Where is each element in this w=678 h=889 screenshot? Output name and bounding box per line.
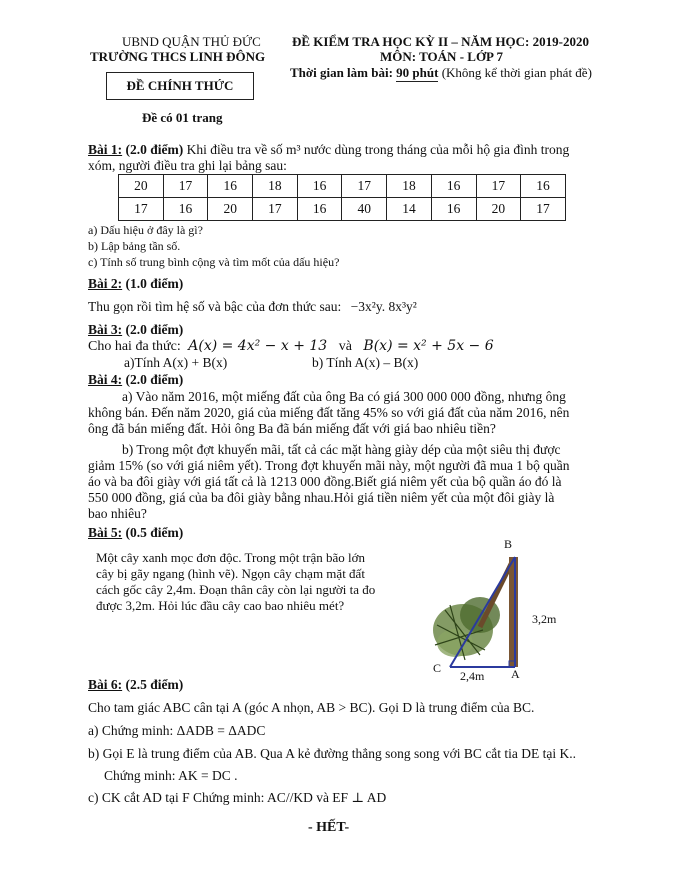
table-cell: 16 (431, 175, 476, 198)
polynomial-b: B(x) = x² + 5x − 6 (363, 338, 494, 354)
bai5-text-line: được 3,2m. Hỏi lúc đầu cây cao bao nhiêu mét? (96, 598, 345, 613)
broken-tree-figure (425, 535, 595, 685)
bai3-and: và (338, 339, 352, 354)
page-count: Đề có 01 trang (142, 110, 223, 125)
table-cell: 17 (163, 175, 208, 198)
table-cell: 20 (208, 198, 253, 221)
time-value: 90 phút (396, 65, 439, 80)
table-row (119, 198, 566, 221)
bai1-text1: Khi điều tra về số m³ nước dùng trong tháng của mỗi hộ gia đình trong (186, 142, 570, 157)
bai5-text-line: cây bị gãy ngang (hình vẽ). Ngọn cây chạm mặt đất (96, 566, 365, 581)
exam-title: ĐỀ KIỂM TRA HỌC KỲ II – NĂM HỌC: 2019-2020 (292, 34, 589, 49)
bai6-question-b1: b) Gọi E là trung điểm của AB. Qua A kẻ đường thẳng song song với BC cắt tia DE tại K.. (88, 746, 577, 761)
bai2-title: Bài 2: (88, 276, 123, 291)
bai1-points: (2.0 điểm) (125, 142, 184, 157)
table-cell: 18 (253, 175, 298, 198)
bai6-question-b2: Chứng minh: AK = DC . (104, 768, 238, 783)
bai5-problem (96, 550, 416, 614)
table-cell: 20 (476, 198, 521, 221)
bai4-b-line4: 550 000 đồng, giá của ba đôi giày bằng nhau.Hỏi giá tiền niêm yết của một đôi giày là (88, 490, 555, 505)
table-cell: 17 (476, 175, 521, 198)
bai1-question-a: a) Dấu hiệu ở đây là gì? (88, 223, 203, 237)
table-cell: 20 (119, 175, 164, 198)
table-cell: 17 (253, 198, 298, 221)
bai3-heading (88, 322, 608, 338)
label-c: C (433, 661, 442, 675)
end-marker: - HẾT- (308, 820, 350, 835)
label-ca-length: 2,4m (460, 669, 485, 683)
polynomial-a: A(x) = 4x² − x + 13 (188, 338, 328, 354)
bai6-question-a: a) Chứng minh: ΔADB = ΔADC (88, 723, 266, 738)
bai3-line (88, 338, 608, 355)
table-cell: 17 (119, 198, 164, 221)
table-cell: 16 (163, 198, 208, 221)
table-cell: 16 (297, 198, 342, 221)
bai1-title: Bài 1: (88, 142, 123, 157)
bai2-points: (1.0 điểm) (125, 276, 184, 291)
bai4-heading (88, 372, 608, 388)
bai4-b-line2: giảm 15% (so với giá niêm yết). Trong đợt khuyến mãi này, một người đã mua 1 bộ quần (88, 458, 570, 473)
bai3-title: Bài 3: (88, 322, 123, 337)
bai2-heading (88, 276, 608, 292)
table-cell: 18 (387, 175, 432, 198)
official-label: ĐỀ CHÍNH THỨC (106, 72, 254, 100)
bai4-b-line3: áo và ba đôi giày với giá tất cả là 1213 000 đồng.Biết giá niêm yết của bộ quần áo đó là (88, 474, 562, 489)
table-cell: 16 (297, 175, 342, 198)
bai5-points: (0.5 điểm) (125, 525, 184, 540)
standing-trunk (509, 557, 518, 667)
label-ab-length: 3,2m (532, 612, 557, 626)
frequency-table (118, 174, 566, 221)
bai6-intro: Cho tam giác ABC cân tại A (góc A nhọn, AB > BC). Gọi D là trung điểm của BC. (88, 700, 535, 715)
table-cell: 16 (521, 175, 566, 198)
bai4-points: (2.0 điểm) (125, 372, 184, 387)
bai4-title: Bài 4: (88, 372, 123, 387)
bai4-b-line5: bao nhiêu? (88, 506, 147, 521)
table-row (119, 175, 566, 198)
bai4-a-line1: a) Vào năm 2016, một miếng đất của ông Ba có giá 300 000 000 đồng, nhưng ông (122, 389, 566, 404)
table-cell: 40 (342, 198, 387, 221)
bai3-question-a: a)Tính A(x) + B(x) (124, 355, 228, 370)
table-cell: 17 (521, 198, 566, 221)
bai5-text-line: Một cây xanh mọc đơn độc. Trong một trận bão lớn (96, 550, 366, 565)
bai2-line (88, 299, 608, 315)
bai1-line1 (88, 142, 608, 158)
bai3-text: Cho hai đa thức: (88, 339, 181, 354)
bai5-title: Bài 5: (88, 525, 123, 540)
bai6-points: (2.5 điểm) (125, 677, 184, 692)
time-line (290, 65, 592, 81)
bai3-points: (2.0 điểm) (125, 322, 184, 337)
table-cell: 16 (431, 198, 476, 221)
bai3-question-b: b) Tính A(x) – B(x) (312, 355, 419, 370)
table-cell: 17 (342, 175, 387, 198)
bai4-b-line1: b) Trong một đợt khuyến mãi, tất cả các mặt hàng giày dép của một siêu thị được (122, 442, 561, 457)
bai1-text2: xóm, người điều tra ghi lại bảng sau: (88, 158, 287, 173)
bai1-question-c: c) Tính số trung bình cộng và tìm mốt của dấu hiệu? (88, 255, 340, 269)
table-cell: 14 (387, 198, 432, 221)
bai5-text-line: cách gốc cây 2,4m. Đoạn thân cây còn lại người ta đo (96, 582, 376, 597)
table-cell: 16 (208, 175, 253, 198)
subject-title: MÔN: TOÁN - LỚP 7 (380, 49, 504, 64)
bai2-expression: −3x²y. 8x³y² (350, 299, 417, 314)
bai2-text: Thu gọn rồi tìm hệ số và bậc của đơn thức sau: (88, 299, 342, 314)
label-b: B (504, 537, 513, 551)
label-a: A (511, 667, 520, 681)
bai6-question-c: c) CK cắt AD tại F Chứng minh: AC//KD và EF ⊥ AD (88, 790, 387, 805)
bai1-question-b: b) Lập bảng tần số. (88, 239, 181, 253)
bai6-heading (88, 677, 608, 693)
district-name: UBND QUẬN THỦ ĐỨC (122, 34, 261, 49)
school-name: TRƯỜNG THCS LINH ĐÔNG (90, 49, 266, 64)
time-note: (Không kể thời gian phát đề) (441, 65, 592, 80)
bai6-title: Bài 6: (88, 677, 123, 692)
bai4-a-line2: không bán. Đến năm 2020, giá của miếng đất tăng 45% so với giá đất của năm 2016, nên (88, 405, 570, 420)
time-label: Thời gian làm bài: (290, 65, 393, 80)
bai4-a-line3: ông đã bán miếng đất. Hỏi ông Ba đã bán miếng đất với giá bao nhiêu tiền? (88, 421, 496, 436)
